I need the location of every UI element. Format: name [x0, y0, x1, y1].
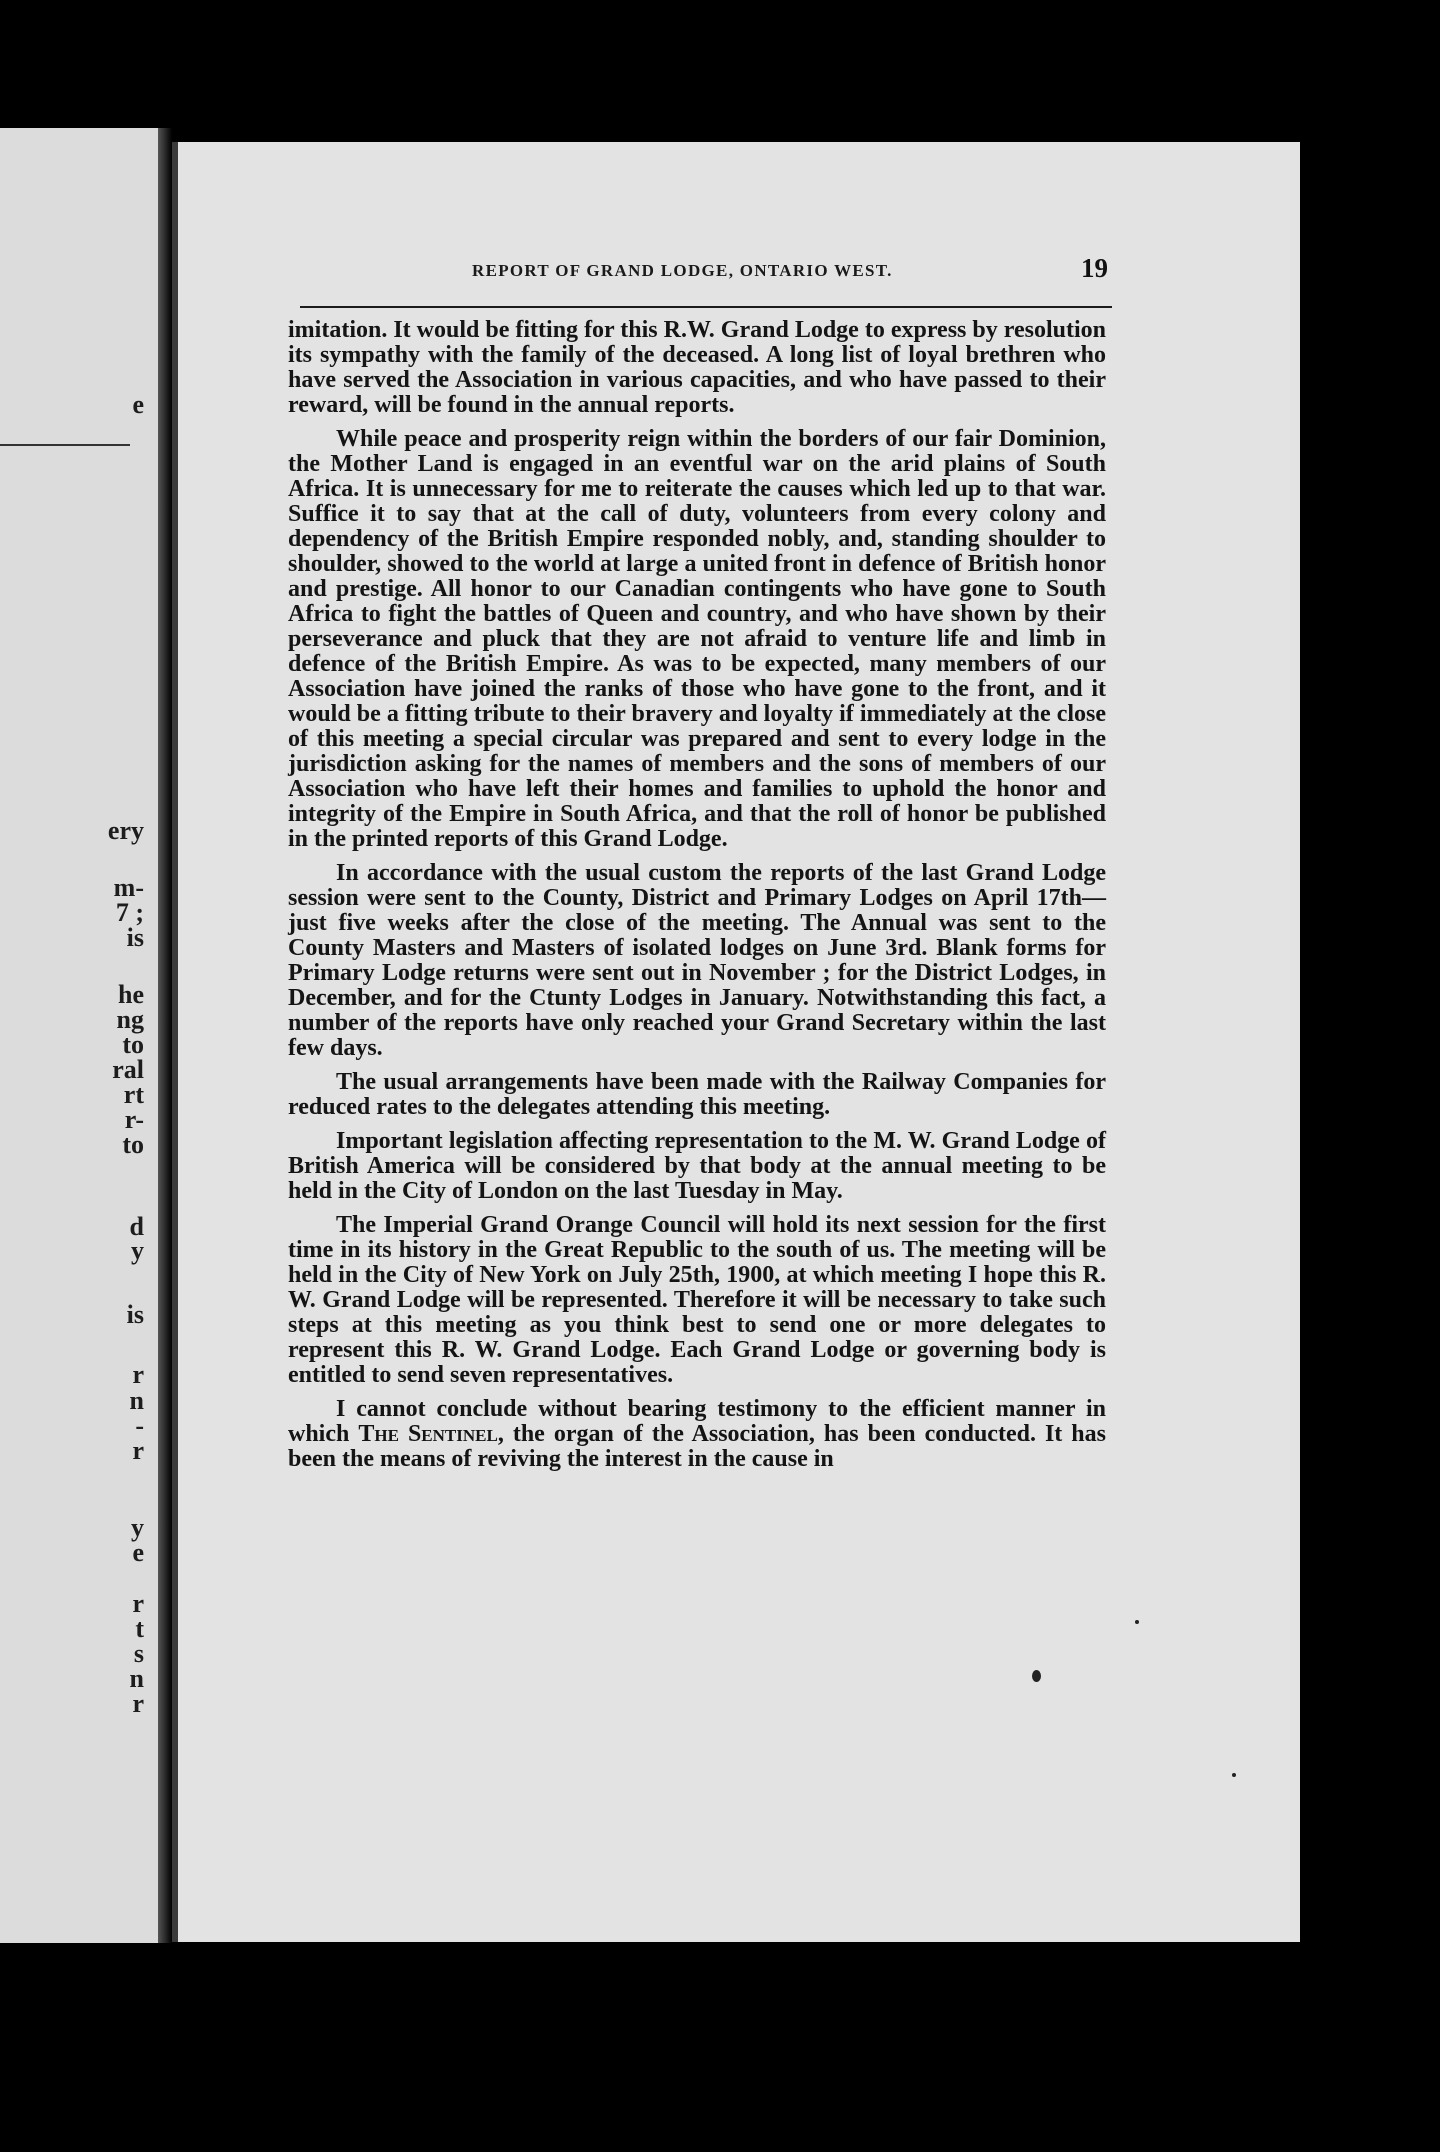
left-page-fragment: r: [132, 1589, 144, 1618]
left-page-fragment: y: [131, 1513, 144, 1542]
left-page-edge: [0, 128, 158, 1943]
paragraph: imitation. It would be fitting for this R.W. Grand Lodge to express by resolution its sympathy with the family of the deceased. A long list of loyal brethren who have served the Association in various capacities, and who have passed to their reward, will be found in the annual reports.: [288, 317, 1106, 418]
left-page-fragment: is: [126, 1300, 144, 1329]
left-page-fragment: d: [129, 1212, 144, 1241]
left-page-fragment: n: [129, 1664, 144, 1693]
book-gutter: [158, 128, 172, 1943]
paragraph-text: , the organ of the Association, has been conducted. It has been the means of reviving the interest in the cause in: [288, 1421, 1106, 1472]
left-page-fragment: e: [132, 390, 144, 419]
left-page-fragment: r: [132, 1689, 144, 1718]
left-page-fragment: to: [122, 1030, 144, 1059]
ink-speck: [1032, 1670, 1041, 1682]
left-page-fragment: t: [135, 1614, 144, 1643]
left-page-fragment: y: [131, 1236, 144, 1265]
left-page-fragment: is: [126, 923, 144, 952]
page-header: [300, 253, 1120, 293]
left-page-rule: [0, 444, 130, 446]
paragraph: In accordance with the usual custom the reports of the last Grand Lodge session were sent to the County, District and Primary Lodges on April 17th—just five weeks after the close of the meeting. The Annual was sent to the County Masters and Masters of isolated lodges on June 3rd. Blank forms for Primary Lodge returns were sent out in November ; for the District Lodges, in December, and for the Ctunty Lodges in January. Notwithstanding this fact, a number of the reports have only reached your Grand Secretary within the last few days.: [288, 860, 1106, 1061]
paragraph: The usual arrangements have been made with the Railway Companies for reduced rates to the delegates attending this meeting.: [288, 1069, 1106, 1120]
page-body: [288, 318, 1106, 1481]
paragraph: [288, 1397, 1106, 1472]
left-page-fragment: ral: [112, 1055, 144, 1084]
left-page-fragment: ng: [116, 1005, 144, 1034]
paragraph: While peace and prosperity reign within the borders of our fair Dominion, the Mother Land is engaged in an eventful war on the arid plains of South Africa. It is unnecessary for me to reiterate the causes which led up to that war. Suffice it to say that at the call of duty, volunteers from every colony and dependency of the British Empire responded nobly, and, standing shoulder to shoulder, showed to the world at large a united front in defence of British honor and prestige. All honor to our Canadian contingents who have gone to South Africa to fight the battles of Queen and country, and who have shown by their perseverance and pluck that they are not afraid to venture life and limb in defence of the British Empire. As was to be expected, many members of our Association have joined the ranks of those who have gone to the front, and it would be a fitting tribute to their bravery and loyalty if immediately at the close of this meeting a special circular was prepared and sent to every lodge in the jurisdiction asking for the names of members and the sons of members of our Association who have left their homes and families to uphold the honor and integrity of the Empire in South Africa, and that the roll of honor be published in the printed reports of this Grand Lodge.: [288, 426, 1106, 852]
left-page-fragment: he: [118, 980, 144, 1009]
left-page-fragment: e: [132, 1538, 144, 1567]
publication-title: The Sentinel: [358, 1421, 498, 1447]
ink-speck: [1135, 1620, 1139, 1624]
ink-speck: [1232, 1773, 1236, 1777]
left-page-fragment: r: [132, 1436, 144, 1465]
left-page-fragment: to: [122, 1130, 144, 1159]
left-page-fragment: n: [129, 1386, 144, 1415]
paragraph: The Imperial Grand Orange Council will hold its next session for the first time in its history in the Great Republic to the south of us. The meeting will be held in the City of New York on July 25th, 1900, at which meeting I hope this R. W. Grand Lodge will be represented. Therefore it will be necessary to take such steps at this meeting as you think best to send one or more delegates to represent this R. W. Grand Lodge. Each Grand Lodge or governing body is entitled to send seven representatives.: [288, 1212, 1106, 1388]
paragraph-text: I cannot conclude without bearing testimony to the efficient manner in which: [288, 1396, 1106, 1447]
left-page-fragment: 7 ;: [115, 898, 144, 927]
left-page-fragment: r-: [124, 1105, 144, 1134]
left-page-fragment: s: [133, 1639, 144, 1668]
paragraph: Important legislation affecting representation to the M. W. Grand Lodge of British America will be considered by that body at the annual meeting to be held in the City of London on the last Tuesday in May.: [288, 1128, 1106, 1204]
left-page-fragment: rt: [123, 1080, 144, 1109]
running-head: REPORT OF GRAND LODGE, ONTARIO WEST.: [472, 261, 893, 280]
page-number: 19: [1081, 253, 1108, 283]
left-page-fragment: r: [132, 1360, 144, 1389]
left-page-fragment: -: [135, 1411, 144, 1440]
header-rule: [300, 306, 1112, 308]
left-page-fragment: ery: [107, 816, 144, 845]
left-page-fragment: m-: [113, 873, 144, 902]
